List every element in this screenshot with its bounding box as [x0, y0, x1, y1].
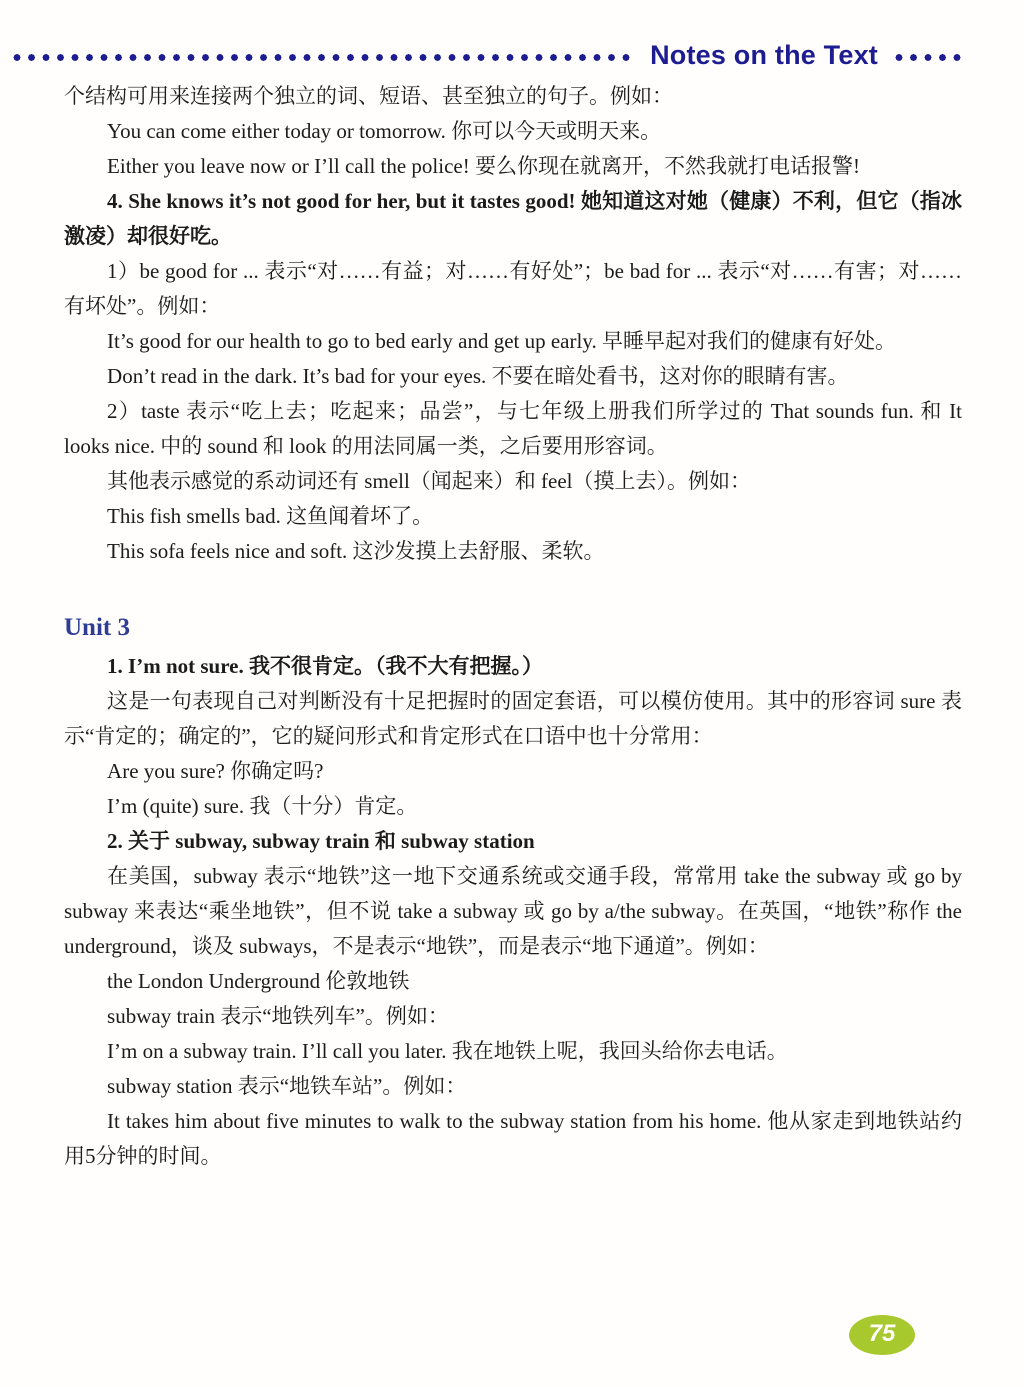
dotted-rule-left-icon — [10, 53, 636, 62]
content — [64, 79, 962, 1174]
paragraph: 2. 关于 subway, subway train 和 subway station — [107, 829, 535, 853]
paragraph: 其他表示感觉的系动词还有 smell（闻起来）和 feel（摸上去）。例如： — [107, 469, 752, 493]
page-header — [10, 42, 962, 73]
paragraph: 4. She knows it’s not good for her, but it tastes good! 她知道这对她（健康）不利，但它（指冰激凌）却很好吃。 — [64, 189, 962, 248]
paragraph: 1. I’m not sure. 我不很肯定。（我不大有把握。） — [107, 654, 543, 678]
paragraph: Are you sure? 你确定吗? — [107, 759, 324, 783]
paragraph: This sofa feels nice and soft. 这沙发摸上去舒服、柔软。 — [107, 539, 605, 563]
paragraph: subway station 表示“地铁车站”。例如： — [107, 1074, 467, 1098]
paragraph: subway train 表示“地铁列车”。例如： — [107, 1004, 449, 1028]
unit-heading: Unit 3 — [64, 614, 130, 641]
paragraph: 在美国，subway 表示“地铁”这一地下交通系统或交通手段，常常用 take the subway 或 go by subway 来表达“乘坐地铁”，但不说 take a subway 或 go by a/the subway。在英国，“地铁”称作 the underground，谈及 subways，不是表示“地铁”，而是表示“地下通道”。例如： — [64, 864, 962, 958]
paragraph: You can come either today or tomorrow. 你可以今天或明天来。 — [107, 119, 662, 143]
paragraph: 1）be good for ... 表示“对……有益；对……有好处”；be bad for ... 表示“对……有害；对……有坏处”。例如： — [64, 259, 962, 318]
page-number: 75 — [868, 1320, 896, 1347]
page-number-badge — [849, 1315, 915, 1355]
paragraph: 这是一句表现自己对判断没有十足把握时的固定套语，可以模仿使用。其中的形容词 sure 表示“肯定的；确定的”，它的疑问形式和肯定形式在口语中也十分常用： — [64, 689, 962, 748]
page-title: Notes on the Text — [650, 40, 878, 70]
paragraph: I’m on a subway train. I’ll call you later. 我在地铁上呢，我回头给你去电话。 — [107, 1039, 788, 1063]
paragraph: 2）taste 表示“吃上去；吃起来；品尝”，与七年级上册我们所学过的 That sounds fun. 和 It looks nice. 中的 sound 和 look 的用法同属一类，之后要用形容词。 — [64, 399, 962, 458]
paragraph: I’m (quite) sure. 我（十分）肯定。 — [107, 794, 418, 818]
paragraph: the London Underground 伦敦地铁 — [107, 969, 410, 993]
paragraph: This fish smells bad. 这鱼闻着坏了。 — [107, 504, 434, 528]
paragraph: Don’t read in the dark. It’s bad for your eyes. 不要在暗处看书，这对你的眼睛有害。 — [107, 364, 849, 388]
paragraph: It’s good for our health to go to bed early and get up early. 早睡早起对我们的健康有好处。 — [107, 329, 896, 353]
dotted-rule-right-icon — [892, 53, 962, 62]
paragraph: 个结构可用来连接两个独立的词、短语、甚至独立的句子。例如： — [64, 84, 673, 108]
paragraph: Either you leave now or I’ll call the police! 要么你现在就离开，不然我就打电话报警! — [107, 154, 860, 178]
paragraph: It takes him about five minutes to walk to the subway station from his home. 他从家走到地铁站约用5分钟的时间。 — [64, 1109, 962, 1168]
